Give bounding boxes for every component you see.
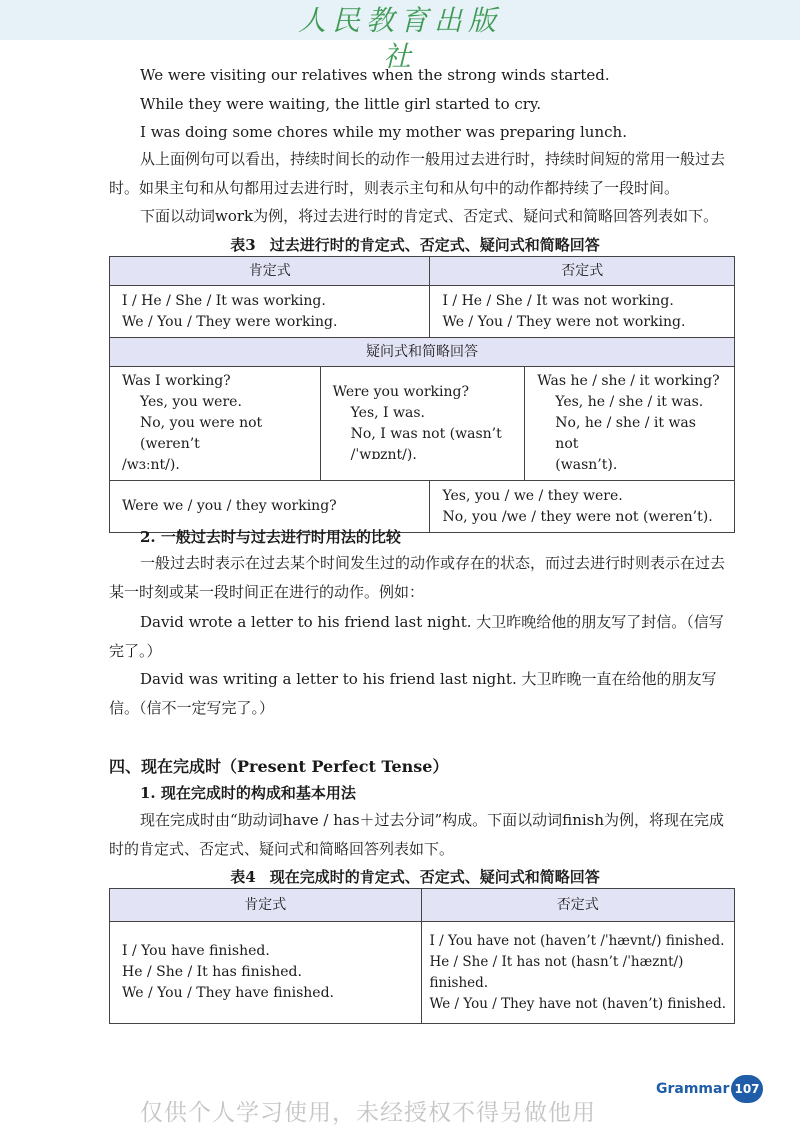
table4	[109, 888, 735, 1024]
section2-heading: 2. 一般过去时与过去进行时用法的比较	[140, 528, 401, 546]
short-answer-no: No, you were not (weren’t	[140, 415, 263, 452]
table-line: He / She / It has finished.	[122, 964, 302, 980]
table4-affirmative-cell	[110, 922, 422, 1024]
table-line: We / You / They have not (haven’t) finished.	[429, 995, 727, 1012]
question: Was I working?	[122, 373, 231, 389]
section4-paragraph: 现在完成时由“助动词have / has＋过去分词”构成。下面以动词finish为例，将现在完成时的肯定式、否定式、疑问式和简略回答列表如下。	[109, 811, 725, 858]
phonetic: /ˈwɒznt/).	[350, 446, 417, 463]
table3-negative-cell	[430, 286, 735, 338]
table3	[109, 256, 735, 533]
example-sentence: I was doing some chores while my mother was preparing lunch.	[140, 123, 627, 141]
short-answer-no: No, you /we / they were not (weren’t).	[442, 508, 713, 525]
example-sentence: David wrote a letter to his friend last night. 大卫昨晚给他的朋友写了封信。（信写完了。）	[109, 613, 724, 660]
table4-number: 表4	[230, 868, 256, 886]
table3-head-questions: 疑问式和简略回答	[110, 338, 735, 367]
short-answer-no: No, I was not (wasn’t	[350, 425, 502, 442]
table3-caption	[109, 234, 735, 255]
table-line: We / You / They were not working.	[442, 313, 686, 330]
table3-title: 过去进行时的肯定式、否定式、疑问式和简略回答	[269, 236, 600, 254]
section2-paragraph: 一般过去时表示在过去某个时间发生过的动作或存在的状态，而过去进行时则表示在过去某一时刻或某一段时间正在进行的动作。例如：	[109, 554, 726, 601]
short-answer-yes: Yes, he / she / it was.	[555, 394, 704, 410]
body-paragraph: 下面以动词work为例，将过去进行时的肯定式、否定式、疑问式和简略回答列表如下。	[140, 207, 719, 225]
table4-head-negative: 否定式	[421, 889, 735, 922]
short-answer-no: No, he / she / it was not	[555, 415, 696, 452]
publisher-logo: 人民教育出版社	[297, 4, 502, 73]
phonetic: /wɜːnt/).	[122, 457, 180, 473]
table-line: I / He / She / It was not working.	[442, 292, 674, 309]
question: Was he / she / it working?	[537, 373, 720, 389]
table3-head-affirmative: 肯定式	[110, 257, 430, 286]
section4-heading-end: ）	[432, 757, 449, 776]
table-line: I / You have not (haven’t /ˈhævnt/) finished.	[429, 932, 725, 949]
section4-heading-zh: 四、现在完成时（	[109, 757, 238, 776]
footer-section-label: Grammar	[656, 1081, 730, 1097]
example-sentence: David was writing a letter to his friend last night. 大卫昨晚一直在给他的朋友写信。（信不一定写完了。）	[109, 670, 717, 717]
example-sentence: While they were waiting, the little girl started to cry.	[140, 95, 542, 113]
body-paragraph: 从上面例句可以看出，持续时间长的动作一般用过去进行时，持续时间短的常用一般过去时。如果主句和从句都用过去进行时，则表示主句和从句中的动作都持续了一段时间。	[109, 150, 726, 197]
watermark: 仅供个人学习使用，未经授权不得另做他用	[140, 1100, 596, 1126]
page-number: 107	[731, 1075, 763, 1103]
table3-question-cell	[320, 367, 525, 481]
short-answer-no-cont: (wasn’t).	[555, 457, 618, 473]
short-answer-yes: Yes, I was.	[350, 404, 425, 421]
table3-affirmative-cell	[110, 286, 430, 338]
section4-subheading: 1. 现在完成时的构成和基本用法	[140, 784, 356, 802]
example-sentence: We were visiting our relatives when the strong winds started.	[140, 66, 610, 84]
table-line: I / You have finished.	[122, 943, 270, 959]
short-answer-yes: Yes, you / we / they were.	[442, 487, 623, 504]
table3-question-cell	[110, 367, 321, 481]
table3-question-cell	[525, 367, 735, 481]
table3-question-cell: Were we / you / they working?	[110, 481, 430, 533]
table4-caption	[109, 866, 735, 887]
section4-heading-en: Present Perfect Tense	[237, 757, 433, 776]
section4-heading	[109, 754, 449, 777]
table-line: We / You / They were working.	[122, 313, 338, 330]
table4-negative-cell	[421, 922, 735, 1024]
table-line: He / She / It has not (hasn’t /ˈhæznt/) finished.	[429, 953, 684, 991]
table4-title: 现在完成时的肯定式、否定式、疑问式和简略回答	[269, 868, 600, 886]
table3-number: 表3	[230, 236, 256, 254]
question: Were you working?	[332, 383, 469, 400]
table3-answer-cell	[430, 481, 735, 533]
short-answer-yes: Yes, you were.	[140, 394, 242, 410]
table4-head-affirmative: 肯定式	[110, 889, 422, 922]
table-line: I / He / She / It was working.	[122, 292, 326, 309]
table-line: We / You / They have finished.	[122, 985, 334, 1001]
table3-head-negative: 否定式	[430, 257, 735, 286]
